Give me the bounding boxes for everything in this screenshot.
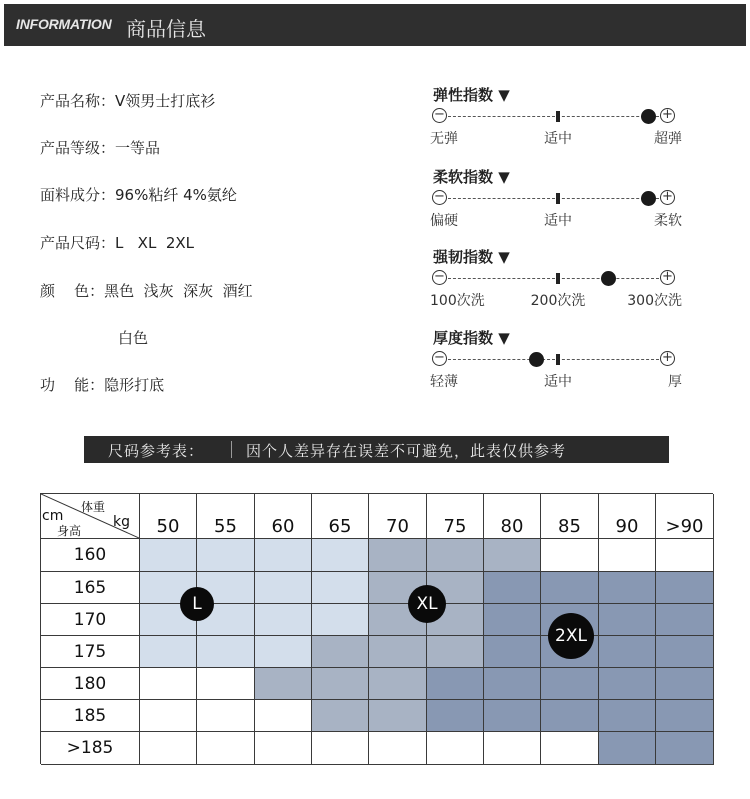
scale-label: 适中 xyxy=(544,131,572,147)
size-cell-l xyxy=(255,539,312,572)
minus-icon: − xyxy=(432,270,447,285)
weight-header: >90 xyxy=(656,494,714,539)
size-cell-empty xyxy=(541,732,599,765)
banner-divider xyxy=(231,441,232,458)
table-corner-cell xyxy=(41,494,140,539)
size-cell-2xl xyxy=(484,636,541,668)
size-cell-empty xyxy=(140,668,197,700)
weight-header: 75 xyxy=(427,494,484,539)
size-cell-l xyxy=(255,572,312,604)
weight-header: 90 xyxy=(599,494,656,539)
size-cell-empty xyxy=(312,732,369,765)
size-cell-empty xyxy=(541,539,599,572)
size-cell-xl xyxy=(484,539,541,572)
scale-midpoint-tick xyxy=(556,273,560,284)
weight-header: 60 xyxy=(255,494,312,539)
scale-line xyxy=(448,198,659,199)
size-cell-xl xyxy=(312,668,369,700)
size-cell-empty xyxy=(369,732,427,765)
size-cell-2xl xyxy=(656,604,714,636)
scale-label: 偏硬 xyxy=(430,213,458,229)
scale-label: 100次洗 xyxy=(430,293,485,309)
size-cell-xl xyxy=(255,668,312,700)
minus-icon: − xyxy=(432,351,447,366)
size-cell-2xl xyxy=(656,732,714,765)
size-cell-2xl xyxy=(599,732,656,765)
scale-label: 厚 xyxy=(668,374,682,390)
scale-midpoint-tick xyxy=(556,111,560,122)
attr-function: 功 能：隐形打底 xyxy=(40,376,165,394)
size-cell-xl xyxy=(369,700,427,732)
plus-icon: + xyxy=(660,351,675,366)
size-cell-l xyxy=(312,572,369,604)
size-cell-2xl xyxy=(599,636,656,668)
weight-header: 55 xyxy=(197,494,255,539)
size-cell-empty xyxy=(140,732,197,765)
corner-label-weight: 体重 xyxy=(81,500,106,514)
size-cell-2xl xyxy=(541,668,599,700)
size-cell-xl xyxy=(312,700,369,732)
index-title: 柔软指数 ▼ xyxy=(433,168,510,186)
banner-title: 尺码参考表： xyxy=(108,442,205,460)
height-header: 185 xyxy=(41,700,140,732)
size-cell-2xl xyxy=(484,668,541,700)
size-cell-empty xyxy=(140,700,197,732)
size-cell-2xl xyxy=(427,700,484,732)
size-cell-2xl xyxy=(599,604,656,636)
scale-label: 轻薄 xyxy=(430,374,458,390)
height-header: 170 xyxy=(41,604,140,636)
size-cell-2xl xyxy=(427,668,484,700)
size-cell-l xyxy=(312,539,369,572)
size-badge-xl: XL xyxy=(408,585,446,623)
weight-header: 65 xyxy=(312,494,369,539)
size-cell-empty xyxy=(197,668,255,700)
attr-fabric: 面料成分：96%粘纤 4%氨纶 xyxy=(40,186,237,204)
size-cell-l xyxy=(255,636,312,668)
scale-label: 300次洗 xyxy=(627,293,682,309)
size-cell-empty xyxy=(484,732,541,765)
size-cell-2xl xyxy=(484,572,541,604)
corner-label-cm: cm xyxy=(42,508,64,524)
header-title-cn: 商品信息 xyxy=(126,17,206,41)
plus-icon: + xyxy=(660,270,675,285)
size-table xyxy=(40,493,713,764)
size-cell-xl xyxy=(312,636,369,668)
size-cell-empty xyxy=(197,732,255,765)
size-cell-2xl xyxy=(484,700,541,732)
attr-sizes: 产品尺码：L XL 2XL xyxy=(40,234,195,252)
header-title-en: INFORMATION xyxy=(16,16,112,32)
size-cell-l xyxy=(140,539,197,572)
size-cell-2xl xyxy=(656,700,714,732)
size-cell-xl xyxy=(369,636,427,668)
size-cell-2xl xyxy=(599,572,656,604)
attr-colors: 颜 色：黑色 浅灰 深灰 酒红 xyxy=(40,282,253,300)
scale-label: 柔软 xyxy=(654,213,682,229)
size-cell-empty xyxy=(656,539,714,572)
size-cell-xl xyxy=(369,539,427,572)
height-header: >185 xyxy=(41,732,140,765)
index-title: 厚度指数 ▼ xyxy=(433,329,510,347)
scale-label: 无弹 xyxy=(430,131,458,147)
scale-knob xyxy=(641,109,656,124)
size-cell-l xyxy=(140,636,197,668)
weight-header: 50 xyxy=(140,494,197,539)
scale-knob xyxy=(601,271,616,286)
size-cell-2xl xyxy=(599,668,656,700)
scale-knob xyxy=(529,352,544,367)
height-header: 180 xyxy=(41,668,140,700)
size-cell-xl xyxy=(427,539,484,572)
size-cell-l xyxy=(197,539,255,572)
size-badge-2xl: 2XL xyxy=(548,613,594,659)
size-cell-l xyxy=(255,604,312,636)
plus-icon: + xyxy=(660,108,675,123)
size-cell-l xyxy=(197,636,255,668)
size-cell-2xl xyxy=(599,700,656,732)
size-cell-xl xyxy=(427,636,484,668)
plus-icon: + xyxy=(660,190,675,205)
height-header: 175 xyxy=(41,636,140,668)
size-cell-2xl xyxy=(656,572,714,604)
size-cell-xl xyxy=(369,668,427,700)
size-chart-banner xyxy=(84,436,669,463)
corner-label-height: 身高 xyxy=(57,524,82,538)
minus-icon: − xyxy=(432,108,447,123)
section-header xyxy=(4,4,746,46)
size-badge-l: L xyxy=(180,587,214,621)
size-cell-empty xyxy=(197,700,255,732)
size-cell-empty xyxy=(255,700,312,732)
size-cell-empty xyxy=(255,732,312,765)
size-cell-2xl xyxy=(541,572,599,604)
banner-note: 因个人差异存在误差不可避免，此表仅供参考 xyxy=(246,442,567,460)
corner-label-kg: kg xyxy=(113,514,130,530)
scale-line xyxy=(448,278,659,279)
weight-header: 85 xyxy=(541,494,599,539)
size-cell-empty xyxy=(599,539,656,572)
scale-midpoint-tick xyxy=(556,354,560,365)
scale-label: 200次洗 xyxy=(530,293,586,309)
index-title: 强韧指数 ▼ xyxy=(433,248,510,266)
index-title: 弹性指数 ▼ xyxy=(433,86,510,104)
attr-colors-extra: 白色 xyxy=(118,329,149,347)
height-header: 160 xyxy=(41,539,140,572)
scale-line xyxy=(448,359,659,360)
weight-header: 80 xyxy=(484,494,541,539)
size-cell-2xl xyxy=(484,604,541,636)
scale-line xyxy=(448,116,659,117)
weight-header: 70 xyxy=(369,494,427,539)
scale-label: 适中 xyxy=(544,374,572,390)
attr-name: 产品名称：V领男士打底衫 xyxy=(40,92,216,110)
size-cell-empty xyxy=(427,732,484,765)
size-cell-2xl xyxy=(541,700,599,732)
size-cell-l xyxy=(312,604,369,636)
scale-label: 超弹 xyxy=(654,131,682,147)
attr-grade: 产品等级：一等品 xyxy=(40,139,161,157)
scale-midpoint-tick xyxy=(556,193,560,204)
scale-label: 适中 xyxy=(544,213,572,229)
size-cell-2xl xyxy=(656,636,714,668)
size-cell-2xl xyxy=(656,668,714,700)
height-header: 165 xyxy=(41,572,140,604)
scale-knob xyxy=(641,191,656,206)
minus-icon: − xyxy=(432,190,447,205)
